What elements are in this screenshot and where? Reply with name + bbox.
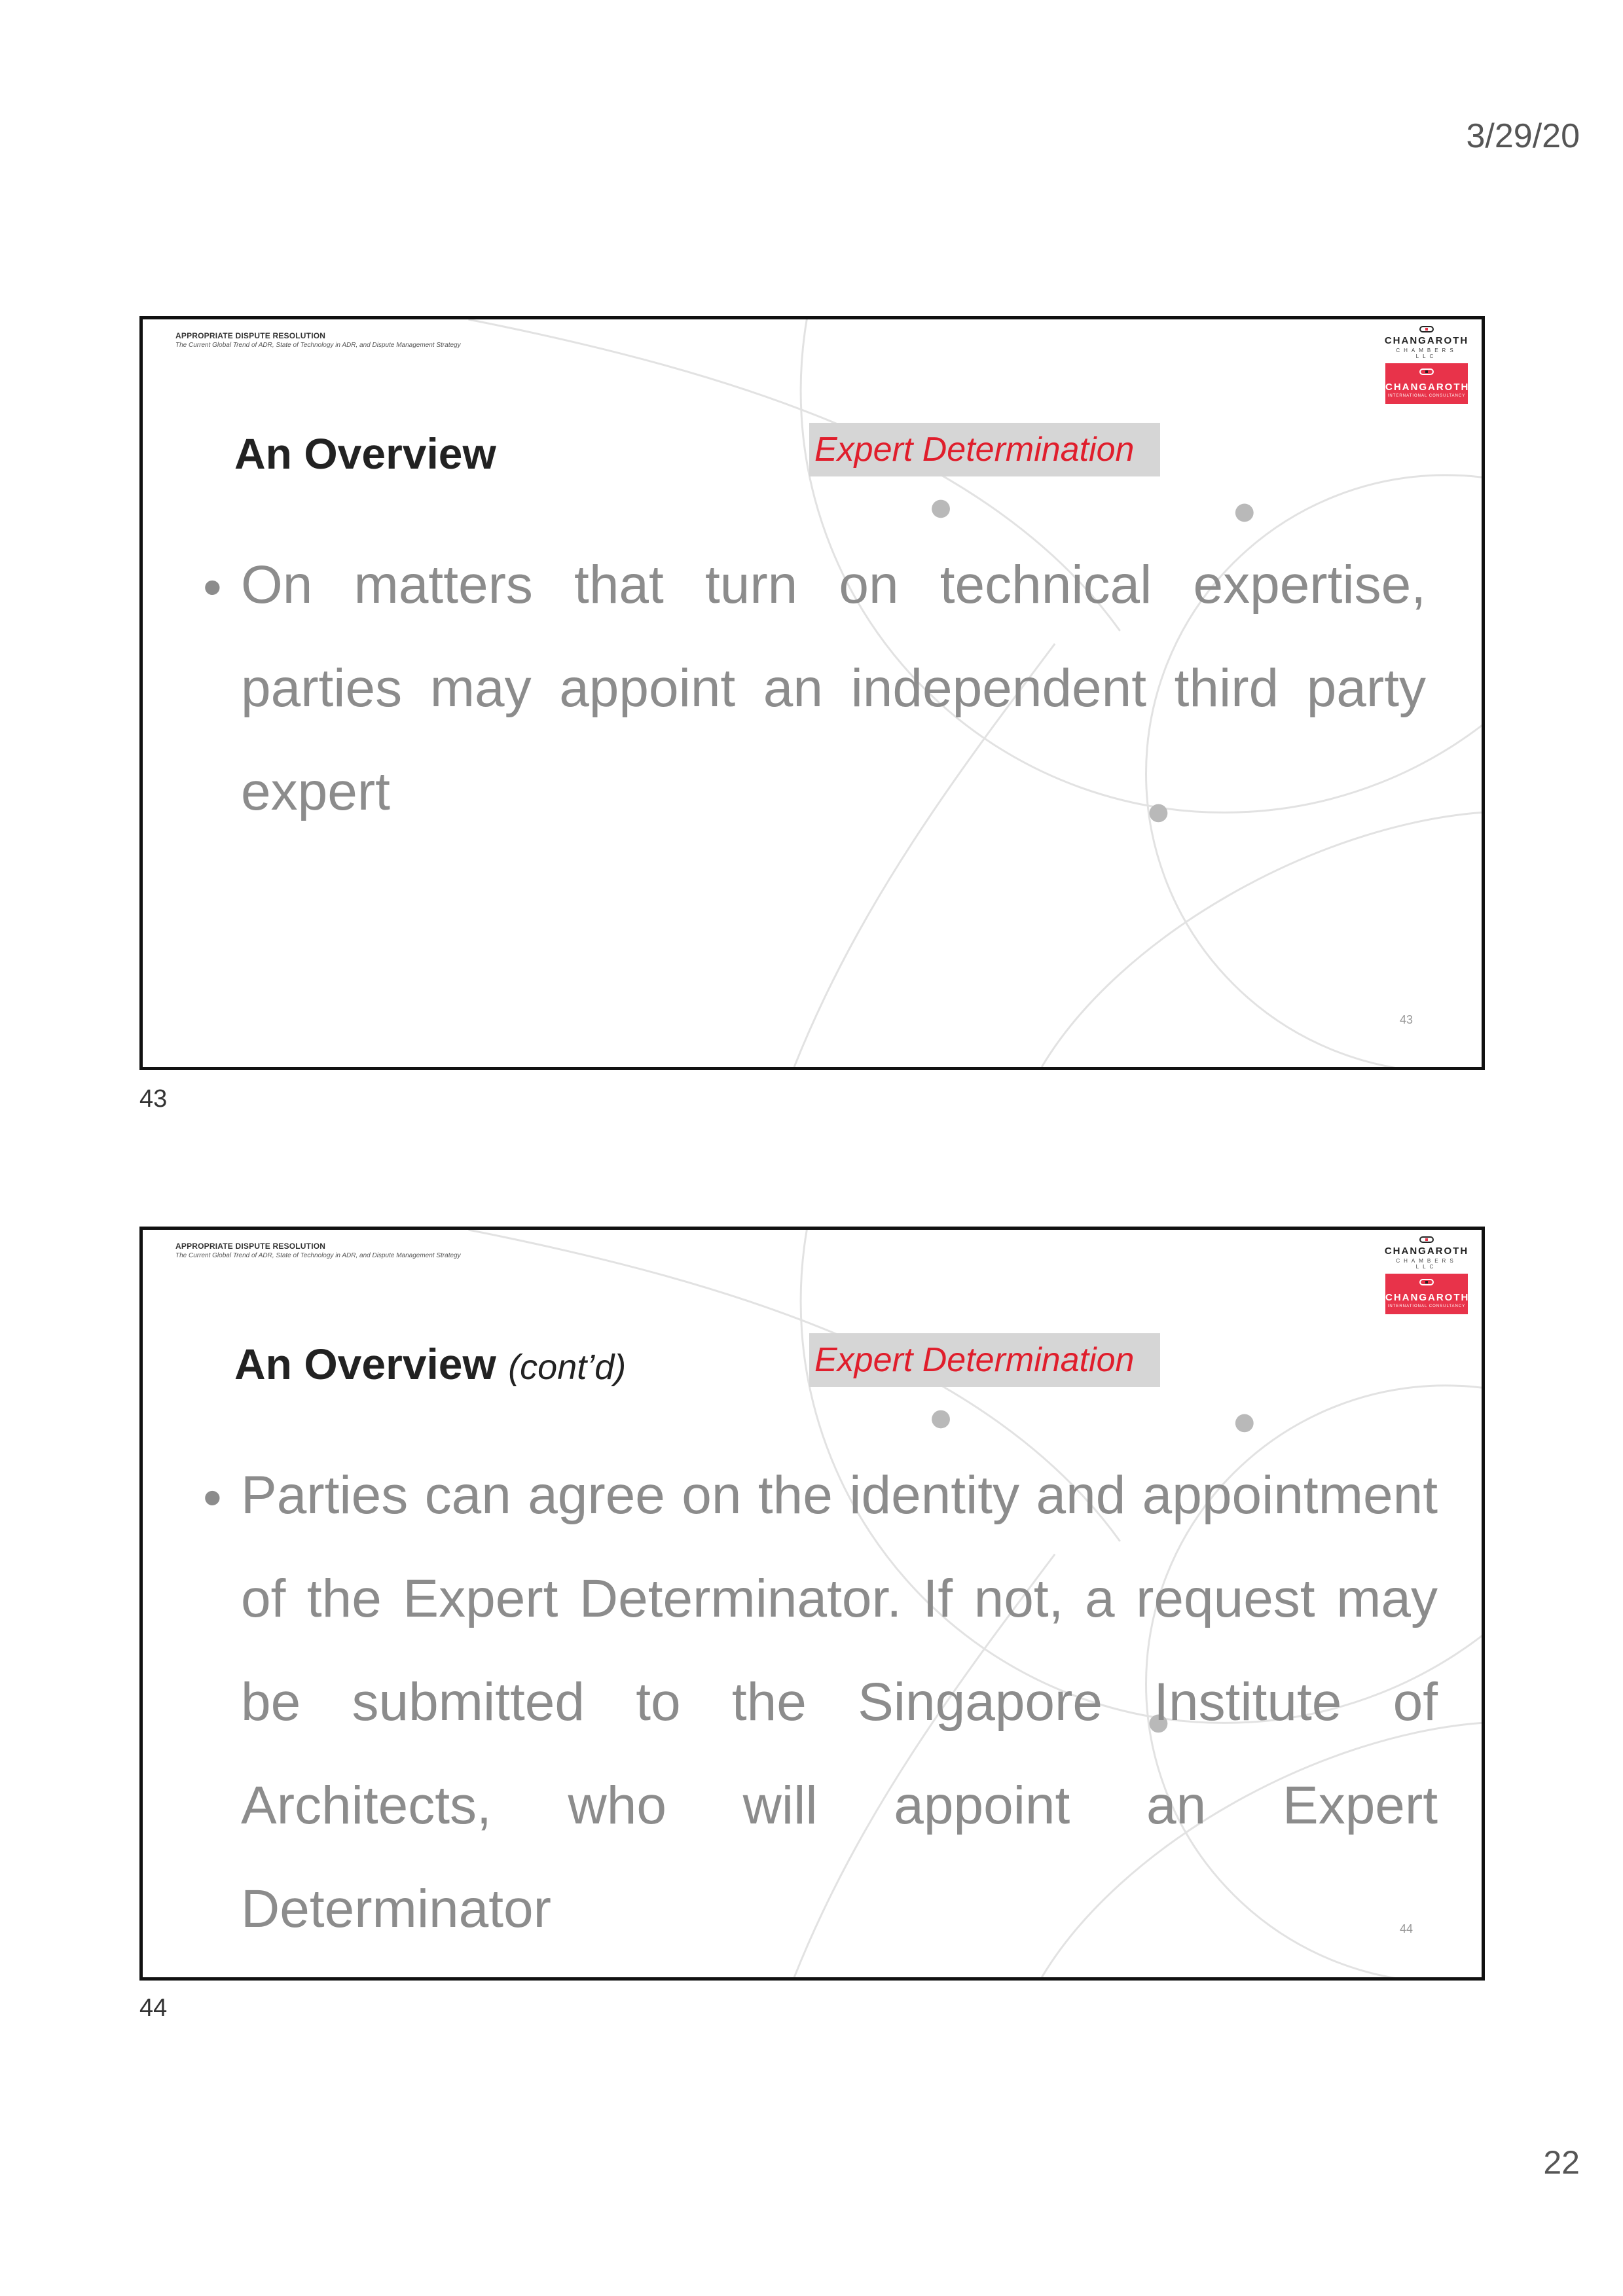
slide-caption: 44	[139, 1994, 168, 2022]
slide-caption: 43	[139, 1085, 168, 1113]
slide-title	[234, 429, 496, 478]
logo-mark-icon	[1419, 326, 1434, 332]
slide-body-text: Parties can agree on the identity and appointment of the Expert Determinator. If not, a request may be submitted to the Singapore Institute of Architects, who will appoint an Expert Determinator	[241, 1465, 1438, 1939]
topic-tag: Expert Determination	[809, 423, 1160, 476]
logo-red-sub: INTERNATIONAL CONSULTANCY	[1387, 394, 1466, 398]
page-number: 22	[1543, 2144, 1580, 2181]
slide-number: 43	[1399, 1013, 1413, 1026]
logo-red-mark-icon	[1419, 368, 1434, 375]
slide-title-suffix: (cont’d)	[508, 1348, 627, 1387]
slide-header-title: APPROPRIATE DISPUTE RESOLUTION	[175, 1242, 326, 1251]
logo-red-name: CHANGAROTH	[1385, 382, 1470, 393]
slide-title-text: An Overview	[234, 1340, 496, 1388]
logo-top-name: CHANGAROTH	[1384, 335, 1469, 346]
changaroth-logo	[1383, 1236, 1470, 1314]
logo-red-sub: INTERNATIONAL CONSULTANCY	[1387, 1304, 1466, 1308]
page-date: 3/29/20	[1466, 117, 1580, 155]
bullet-marker: •	[203, 1468, 222, 1528]
logo-red-block	[1385, 1274, 1468, 1314]
slide-header-subtitle: The Current Global Trend of ADR, State of Technology in ADR, and Dispute Management Strategy	[175, 1252, 461, 1259]
logo-top-name: CHANGAROTH	[1384, 1246, 1469, 1257]
topic-tag: Expert Determination	[809, 1333, 1160, 1387]
logo-top-sub: CHAMBERS LLC	[1396, 1258, 1457, 1270]
logo-red-block	[1385, 363, 1468, 404]
logo-top-sub: CHAMBERS LLC	[1396, 348, 1457, 359]
logo-red-mark-icon	[1419, 1279, 1434, 1285]
slide-43	[139, 316, 1485, 1070]
slide-number: 44	[1399, 1922, 1413, 1935]
changaroth-logo	[1383, 326, 1470, 404]
slide-body-text: On matters that turn on technical expertise, parties may appoint an independent third party expert	[241, 555, 1426, 821]
slide-header-title: APPROPRIATE DISPUTE RESOLUTION	[175, 331, 326, 340]
slide-44	[139, 1227, 1485, 1981]
slide-header-subtitle: The Current Global Trend of ADR, State of Technology in ADR, and Dispute Management Strategy	[175, 342, 461, 349]
slide-title-text: An Overview	[234, 429, 496, 478]
logo-mark-icon	[1419, 1236, 1434, 1243]
slide-title	[234, 1339, 626, 1389]
logo-red-name: CHANGAROTH	[1385, 1292, 1470, 1303]
bullet-marker: •	[203, 558, 222, 617]
